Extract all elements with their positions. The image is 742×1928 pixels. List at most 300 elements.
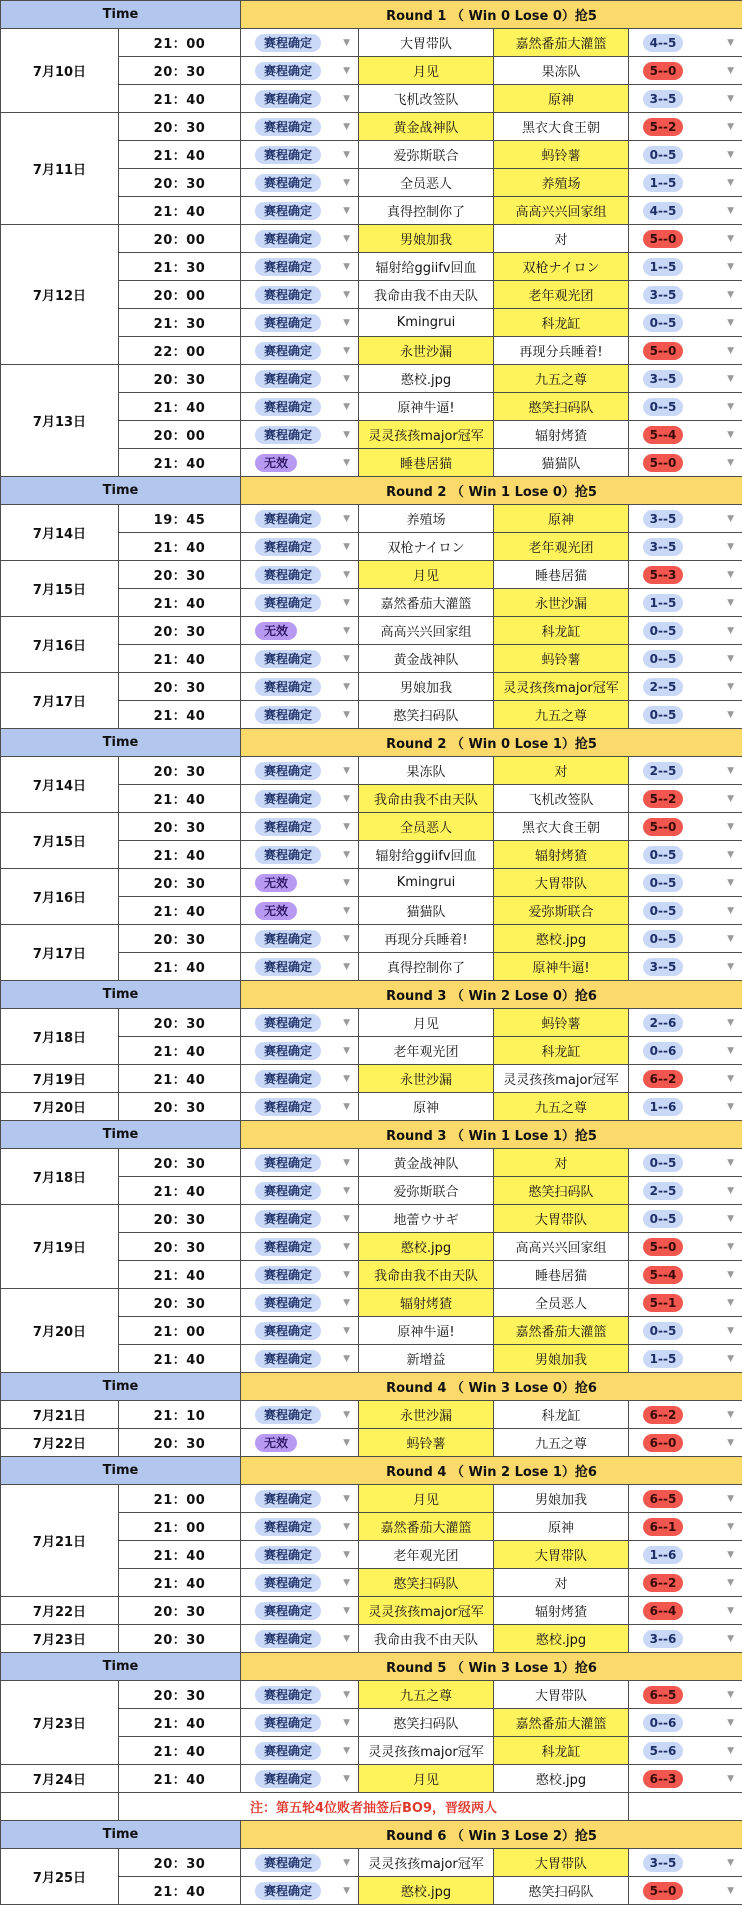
score-dropdown[interactable]: [629, 617, 742, 645]
dropdown-arrow-icon[interactable]: ▼: [727, 429, 735, 440]
dropdown-arrow-icon[interactable]: ▼: [727, 1073, 735, 1084]
status-cell: [241, 454, 358, 472]
dropdown-arrow-icon[interactable]: ▼: [343, 1073, 350, 1084]
score-dropdown[interactable]: [629, 1625, 742, 1653]
status-dropdown[interactable]: [241, 337, 359, 365]
status-badge: 赛程确定: [255, 398, 321, 416]
status-dropdown[interactable]: [241, 841, 359, 869]
dropdown-arrow-icon[interactable]: ▼: [343, 1437, 350, 1448]
score-dropdown[interactable]: [629, 197, 742, 225]
score-dropdown[interactable]: [629, 841, 742, 869]
dropdown-arrow-icon[interactable]: ▼: [343, 1549, 350, 1560]
status-dropdown[interactable]: [241, 1709, 359, 1737]
dropdown-arrow-icon[interactable]: ▼: [727, 1717, 735, 1728]
dropdown-arrow-icon[interactable]: ▼: [727, 1353, 735, 1364]
status-cell: [241, 1714, 358, 1732]
status-dropdown[interactable]: [241, 365, 359, 393]
score-dropdown[interactable]: [629, 1345, 742, 1373]
dropdown-arrow-icon[interactable]: ▼: [727, 877, 735, 888]
score-dropdown[interactable]: [629, 1737, 742, 1765]
dropdown-arrow-icon[interactable]: ▼: [343, 177, 350, 188]
score-dropdown[interactable]: [629, 1149, 742, 1177]
dropdown-arrow-icon[interactable]: ▼: [727, 457, 735, 468]
dropdown-arrow-icon[interactable]: ▼: [727, 1017, 735, 1028]
dropdown-arrow-icon[interactable]: ▼: [727, 653, 735, 664]
dropdown-arrow-icon[interactable]: ▼: [727, 765, 735, 776]
match-date: 7月18日: [1, 1009, 119, 1065]
score-dropdown[interactable]: [629, 1289, 742, 1317]
away-team: 辐射烤猹: [494, 421, 629, 449]
match-time: 21：10: [119, 1401, 241, 1429]
dropdown-arrow-icon[interactable]: ▼: [727, 1521, 735, 1532]
dropdown-arrow-icon[interactable]: ▼: [727, 1241, 735, 1252]
match-row: [1, 869, 742, 897]
score-dropdown[interactable]: [629, 1681, 742, 1709]
dropdown-arrow-icon[interactable]: ▼: [343, 317, 350, 328]
status-badge: 赛程确定: [255, 846, 321, 864]
score-dropdown[interactable]: [629, 757, 742, 785]
dropdown-arrow-icon[interactable]: ▼: [727, 569, 735, 580]
status-dropdown[interactable]: [241, 1149, 359, 1177]
dropdown-arrow-icon[interactable]: ▼: [727, 1297, 735, 1308]
score-dropdown[interactable]: [629, 113, 742, 141]
dropdown-arrow-icon[interactable]: ▼: [727, 821, 735, 832]
score-badge: 0--5: [643, 398, 683, 416]
score-dropdown[interactable]: [629, 645, 742, 673]
dropdown-arrow-icon[interactable]: ▼: [727, 373, 735, 384]
dropdown-arrow-icon[interactable]: ▼: [343, 961, 350, 972]
score-dropdown[interactable]: [629, 953, 742, 981]
status-badge: 赛程确定: [255, 1770, 321, 1788]
dropdown-arrow-icon[interactable]: ▼: [727, 681, 735, 692]
dropdown-arrow-icon[interactable]: ▼: [727, 1409, 735, 1420]
dropdown-arrow-icon[interactable]: ▼: [343, 625, 350, 636]
bracket-note: 注：第五轮4位败者抽签后BO9，晋级两人: [119, 1793, 629, 1821]
status-badge: 赛程确定: [255, 1266, 321, 1284]
score-dropdown[interactable]: [629, 1093, 742, 1121]
dropdown-arrow-icon[interactable]: ▼: [343, 1605, 350, 1616]
status-dropdown[interactable]: [241, 1009, 359, 1037]
dropdown-arrow-icon[interactable]: ▼: [343, 37, 350, 48]
status-dropdown[interactable]: [241, 421, 359, 449]
home-team: 辐射烤猹: [359, 1289, 494, 1317]
status-dropdown[interactable]: [241, 1849, 359, 1877]
dropdown-arrow-icon[interactable]: ▼: [727, 625, 735, 636]
dropdown-arrow-icon[interactable]: ▼: [343, 233, 350, 244]
dropdown-arrow-icon[interactable]: ▼: [727, 1325, 735, 1336]
dropdown-arrow-icon[interactable]: ▼: [727, 933, 735, 944]
dropdown-arrow-icon[interactable]: ▼: [343, 1185, 350, 1196]
status-dropdown[interactable]: [241, 1289, 359, 1317]
dropdown-arrow-icon[interactable]: ▼: [343, 849, 350, 860]
dropdown-arrow-icon[interactable]: ▼: [727, 1549, 735, 1560]
status-dropdown[interactable]: [241, 533, 359, 561]
dropdown-arrow-icon[interactable]: ▼: [343, 429, 350, 440]
dropdown-arrow-icon[interactable]: ▼: [727, 345, 735, 356]
dropdown-arrow-icon[interactable]: ▼: [343, 1577, 350, 1588]
status-dropdown[interactable]: [241, 757, 359, 785]
score-badge: 2--5: [643, 678, 683, 696]
score-cell: [629, 874, 742, 892]
score-dropdown[interactable]: [629, 1541, 742, 1569]
dropdown-arrow-icon[interactable]: ▼: [343, 877, 350, 888]
status-badge: 赛程确定: [255, 1042, 321, 1060]
dropdown-arrow-icon[interactable]: ▼: [343, 1353, 350, 1364]
score-dropdown[interactable]: [629, 1429, 742, 1457]
status-dropdown[interactable]: [241, 449, 359, 477]
score-dropdown[interactable]: [629, 925, 742, 953]
score-dropdown[interactable]: [629, 1485, 742, 1513]
dropdown-arrow-icon[interactable]: ▼: [343, 1157, 350, 1168]
status-dropdown[interactable]: [241, 1233, 359, 1261]
status-dropdown[interactable]: [241, 1625, 359, 1653]
home-team: 老年观光团: [359, 1037, 494, 1065]
dropdown-arrow-icon[interactable]: ▼: [727, 93, 735, 104]
status-dropdown[interactable]: [241, 281, 359, 309]
status-dropdown[interactable]: [241, 393, 359, 421]
status-cell: [241, 62, 358, 80]
home-team: 灵灵孩孩major冠军: [359, 1737, 494, 1765]
dropdown-arrow-icon[interactable]: ▼: [343, 541, 350, 552]
status-dropdown[interactable]: [241, 925, 359, 953]
status-dropdown[interactable]: [241, 1597, 359, 1625]
score-dropdown[interactable]: [629, 169, 742, 197]
dropdown-arrow-icon[interactable]: ▼: [343, 1213, 350, 1224]
dropdown-arrow-icon[interactable]: ▼: [343, 1101, 350, 1112]
dropdown-arrow-icon[interactable]: ▼: [727, 961, 735, 972]
score-dropdown[interactable]: [629, 393, 742, 421]
dropdown-arrow-icon[interactable]: ▼: [343, 289, 350, 300]
dropdown-arrow-icon[interactable]: ▼: [343, 1857, 350, 1868]
dropdown-arrow-icon[interactable]: ▼: [727, 513, 735, 524]
match-time: 21：40: [119, 393, 241, 421]
status-dropdown[interactable]: [241, 1345, 359, 1373]
dropdown-arrow-icon[interactable]: ▼: [343, 121, 350, 132]
score-dropdown[interactable]: [629, 1065, 742, 1093]
score-dropdown[interactable]: [629, 1877, 742, 1905]
dropdown-arrow-icon[interactable]: ▼: [727, 261, 735, 272]
status-dropdown[interactable]: [241, 1205, 359, 1233]
dropdown-arrow-icon[interactable]: ▼: [727, 1745, 735, 1756]
dropdown-arrow-icon[interactable]: ▼: [343, 1717, 350, 1728]
score-dropdown[interactable]: [629, 309, 742, 337]
dropdown-arrow-icon[interactable]: ▼: [727, 905, 735, 916]
score-dropdown[interactable]: [629, 1401, 742, 1429]
dropdown-arrow-icon[interactable]: ▼: [343, 513, 350, 524]
score-dropdown[interactable]: [629, 785, 742, 813]
status-badge: 赛程确定: [255, 230, 321, 248]
away-team: 男娘加我: [494, 1485, 629, 1513]
status-dropdown[interactable]: [241, 225, 359, 253]
score-dropdown[interactable]: [629, 1849, 742, 1877]
status-dropdown[interactable]: [241, 813, 359, 841]
dropdown-arrow-icon[interactable]: ▼: [727, 793, 735, 804]
dropdown-arrow-icon[interactable]: ▼: [727, 1689, 735, 1700]
dropdown-arrow-icon[interactable]: ▼: [343, 1325, 350, 1336]
status-cell: [241, 90, 358, 108]
dropdown-arrow-icon[interactable]: ▼: [727, 1269, 735, 1280]
match-time: 21：40: [119, 197, 241, 225]
dropdown-arrow-icon[interactable]: ▼: [727, 849, 735, 860]
dropdown-arrow-icon[interactable]: ▼: [343, 1269, 350, 1280]
score-dropdown[interactable]: [629, 1205, 742, 1233]
status-dropdown[interactable]: [241, 1681, 359, 1709]
status-dropdown[interactable]: [241, 169, 359, 197]
status-dropdown[interactable]: [241, 1093, 359, 1121]
status-dropdown[interactable]: [241, 1765, 359, 1793]
score-dropdown[interactable]: [629, 1261, 742, 1289]
dropdown-arrow-icon[interactable]: ▼: [343, 205, 350, 216]
dropdown-arrow-icon[interactable]: ▼: [727, 1857, 735, 1868]
dropdown-arrow-icon[interactable]: ▼: [727, 401, 735, 412]
score-badge: 3--5: [643, 510, 683, 528]
dropdown-arrow-icon[interactable]: ▼: [343, 93, 350, 104]
dropdown-arrow-icon[interactable]: ▼: [343, 1493, 350, 1504]
match-row: [1, 673, 742, 701]
dropdown-arrow-icon[interactable]: ▼: [727, 1213, 735, 1224]
status-cell: [241, 846, 358, 864]
dropdown-arrow-icon[interactable]: ▼: [727, 709, 735, 720]
dropdown-arrow-icon[interactable]: ▼: [343, 1241, 350, 1252]
score-dropdown[interactable]: [629, 673, 742, 701]
match-date: 7月23日: [1, 1625, 119, 1653]
away-team: 科龙缸: [494, 617, 629, 645]
score-dropdown[interactable]: [629, 1037, 742, 1065]
dropdown-arrow-icon[interactable]: ▼: [343, 905, 350, 916]
dropdown-arrow-icon[interactable]: ▼: [343, 345, 350, 356]
status-dropdown[interactable]: [241, 1065, 359, 1093]
dropdown-arrow-icon[interactable]: ▼: [727, 1493, 735, 1504]
score-cell: [629, 342, 742, 360]
score-dropdown[interactable]: [629, 449, 742, 477]
score-dropdown[interactable]: [629, 421, 742, 449]
status-dropdown[interactable]: [241, 561, 359, 589]
dropdown-arrow-icon[interactable]: ▼: [727, 1437, 735, 1448]
score-dropdown[interactable]: [629, 1177, 742, 1205]
time-column-header: Time: [1, 1121, 241, 1149]
dropdown-arrow-icon[interactable]: ▼: [343, 569, 350, 580]
dropdown-arrow-icon[interactable]: ▼: [343, 793, 350, 804]
dropdown-arrow-icon[interactable]: ▼: [727, 597, 735, 608]
match-row: [1, 365, 742, 393]
dropdown-arrow-icon[interactable]: ▼: [727, 289, 735, 300]
dropdown-arrow-icon[interactable]: ▼: [727, 177, 735, 188]
dropdown-arrow-icon[interactable]: ▼: [343, 1017, 350, 1028]
status-dropdown[interactable]: [241, 869, 359, 897]
score-dropdown[interactable]: [629, 1709, 742, 1737]
dropdown-arrow-icon[interactable]: ▼: [343, 681, 350, 692]
score-dropdown[interactable]: [629, 141, 742, 169]
dropdown-arrow-icon[interactable]: ▼: [343, 1045, 350, 1056]
status-dropdown[interactable]: [241, 645, 359, 673]
score-dropdown[interactable]: [629, 505, 742, 533]
status-dropdown[interactable]: [241, 1513, 359, 1541]
dropdown-arrow-icon[interactable]: ▼: [343, 821, 350, 832]
score-dropdown[interactable]: [629, 813, 742, 841]
score-badge: 1--5: [643, 594, 683, 612]
status-dropdown[interactable]: [241, 309, 359, 337]
dropdown-arrow-icon[interactable]: ▼: [727, 1577, 735, 1588]
status-badge: 赛程确定: [255, 1182, 321, 1200]
dropdown-arrow-icon[interactable]: ▼: [343, 1297, 350, 1308]
status-cell: [241, 1266, 358, 1284]
dropdown-arrow-icon[interactable]: ▼: [343, 765, 350, 776]
score-dropdown[interactable]: [629, 85, 742, 113]
dropdown-arrow-icon[interactable]: ▼: [727, 541, 735, 552]
score-dropdown[interactable]: [629, 897, 742, 925]
time-column-header: Time: [1, 1, 241, 29]
score-dropdown[interactable]: [629, 1597, 742, 1625]
status-dropdown[interactable]: [241, 1177, 359, 1205]
dropdown-arrow-icon[interactable]: ▼: [727, 1633, 735, 1644]
score-dropdown[interactable]: [629, 365, 742, 393]
status-dropdown[interactable]: [241, 29, 359, 57]
match-date: 7月13日: [1, 365, 119, 477]
dropdown-arrow-icon[interactable]: ▼: [343, 1689, 350, 1700]
match-time: 20：30: [119, 1849, 241, 1877]
dropdown-arrow-icon[interactable]: ▼: [727, 149, 735, 160]
status-dropdown[interactable]: [241, 57, 359, 85]
dropdown-arrow-icon[interactable]: ▼: [343, 261, 350, 272]
status-cell: [241, 650, 358, 668]
score-dropdown[interactable]: [629, 1765, 742, 1793]
status-dropdown[interactable]: [241, 1429, 359, 1457]
dropdown-arrow-icon[interactable]: ▼: [343, 1633, 350, 1644]
dropdown-arrow-icon[interactable]: ▼: [727, 233, 735, 244]
status-dropdown[interactable]: [241, 589, 359, 617]
away-team: 对: [494, 757, 629, 785]
time-column-header: Time: [1, 1821, 241, 1849]
score-dropdown[interactable]: [629, 561, 742, 589]
score-dropdown[interactable]: [629, 869, 742, 897]
status-cell: [241, 1322, 358, 1340]
match-time: 20：30: [119, 561, 241, 589]
score-badge: 0--6: [643, 1042, 683, 1060]
score-dropdown[interactable]: [629, 1569, 742, 1597]
dropdown-arrow-icon[interactable]: ▼: [343, 401, 350, 412]
dropdown-arrow-icon[interactable]: ▼: [727, 65, 735, 76]
dropdown-arrow-icon[interactable]: ▼: [343, 373, 350, 384]
home-team: 再现分兵睡着!: [359, 925, 494, 953]
dropdown-arrow-icon[interactable]: ▼: [343, 597, 350, 608]
away-team: 大胃带队: [494, 1205, 629, 1233]
score-badge: 1--5: [643, 1350, 683, 1368]
score-cell: [629, 622, 742, 640]
status-dropdown[interactable]: [241, 1737, 359, 1765]
status-dropdown[interactable]: [241, 953, 359, 981]
dropdown-arrow-icon[interactable]: ▼: [343, 709, 350, 720]
dropdown-arrow-icon[interactable]: ▼: [343, 65, 350, 76]
status-dropdown[interactable]: [241, 785, 359, 813]
dropdown-arrow-icon[interactable]: ▼: [727, 1157, 735, 1168]
status-dropdown[interactable]: [241, 1877, 359, 1905]
dropdown-arrow-icon[interactable]: ▼: [343, 1521, 350, 1532]
dropdown-arrow-icon[interactable]: ▼: [343, 1885, 350, 1896]
score-dropdown[interactable]: [629, 29, 742, 57]
score-dropdown[interactable]: [629, 589, 742, 617]
score-cell: [629, 790, 742, 808]
home-team: 全员恶人: [359, 813, 494, 841]
status-dropdown[interactable]: [241, 617, 359, 645]
score-dropdown[interactable]: [629, 533, 742, 561]
dropdown-arrow-icon[interactable]: ▼: [727, 121, 735, 132]
status-dropdown[interactable]: [241, 1401, 359, 1429]
status-dropdown[interactable]: [241, 1317, 359, 1345]
status-dropdown[interactable]: [241, 1261, 359, 1289]
match-time: 21：40: [119, 701, 241, 729]
home-team: 月见: [359, 1485, 494, 1513]
dropdown-arrow-icon[interactable]: ▼: [343, 457, 350, 468]
status-dropdown[interactable]: [241, 1485, 359, 1513]
status-badge: 赛程确定: [255, 594, 321, 612]
dropdown-arrow-icon[interactable]: ▼: [727, 1185, 735, 1196]
status-dropdown[interactable]: [241, 113, 359, 141]
dropdown-arrow-icon[interactable]: ▼: [727, 1605, 735, 1616]
dropdown-arrow-icon[interactable]: ▼: [343, 149, 350, 160]
status-dropdown[interactable]: [241, 1569, 359, 1597]
score-dropdown[interactable]: [629, 337, 742, 365]
score-cell: [629, 1406, 742, 1424]
dropdown-arrow-icon[interactable]: ▼: [727, 205, 735, 216]
dropdown-arrow-icon[interactable]: ▼: [343, 1745, 350, 1756]
status-badge: 赛程确定: [255, 790, 321, 808]
away-team: 憨校.jpg: [494, 925, 629, 953]
score-dropdown[interactable]: [629, 1233, 742, 1261]
match-time: 21：40: [119, 1569, 241, 1597]
away-team: 九五之尊: [494, 701, 629, 729]
score-dropdown[interactable]: [629, 57, 742, 85]
dropdown-arrow-icon[interactable]: ▼: [727, 317, 735, 328]
status-dropdown[interactable]: [241, 1541, 359, 1569]
dropdown-arrow-icon[interactable]: ▼: [727, 1045, 735, 1056]
dropdown-arrow-icon[interactable]: ▼: [727, 1101, 735, 1112]
status-dropdown[interactable]: [241, 673, 359, 701]
match-time: 21：40: [119, 1541, 241, 1569]
status-cell: [241, 1742, 358, 1760]
dropdown-arrow-icon[interactable]: ▼: [727, 1773, 735, 1784]
home-team: 永世沙漏: [359, 337, 494, 365]
score-dropdown[interactable]: [629, 701, 742, 729]
match-time: 22：00: [119, 337, 241, 365]
status-dropdown[interactable]: [241, 85, 359, 113]
score-dropdown[interactable]: [629, 281, 742, 309]
dropdown-arrow-icon[interactable]: ▼: [343, 653, 350, 664]
dropdown-arrow-icon[interactable]: ▼: [343, 1409, 350, 1420]
score-dropdown[interactable]: [629, 225, 742, 253]
score-dropdown[interactable]: [629, 1317, 742, 1345]
status-cell: [241, 1546, 358, 1564]
status-dropdown[interactable]: [241, 197, 359, 225]
match-time: 20：30: [119, 813, 241, 841]
status-dropdown[interactable]: [241, 701, 359, 729]
score-dropdown[interactable]: [629, 1513, 742, 1541]
score-dropdown[interactable]: [629, 1009, 742, 1037]
dropdown-arrow-icon[interactable]: ▼: [343, 933, 350, 944]
status-dropdown[interactable]: [241, 1037, 359, 1065]
status-dropdown[interactable]: [241, 505, 359, 533]
status-dropdown[interactable]: [241, 141, 359, 169]
away-team: 辐射烤猹: [494, 1597, 629, 1625]
dropdown-arrow-icon[interactable]: ▼: [727, 1885, 735, 1896]
status-cell: [241, 118, 358, 136]
away-team: 蚂铃薯: [494, 141, 629, 169]
score-badge: 6--1: [643, 1518, 683, 1536]
score-dropdown[interactable]: [629, 253, 742, 281]
status-dropdown[interactable]: [241, 897, 359, 925]
status-dropdown[interactable]: [241, 253, 359, 281]
dropdown-arrow-icon[interactable]: ▼: [343, 1773, 350, 1784]
dropdown-arrow-icon[interactable]: ▼: [727, 37, 735, 48]
